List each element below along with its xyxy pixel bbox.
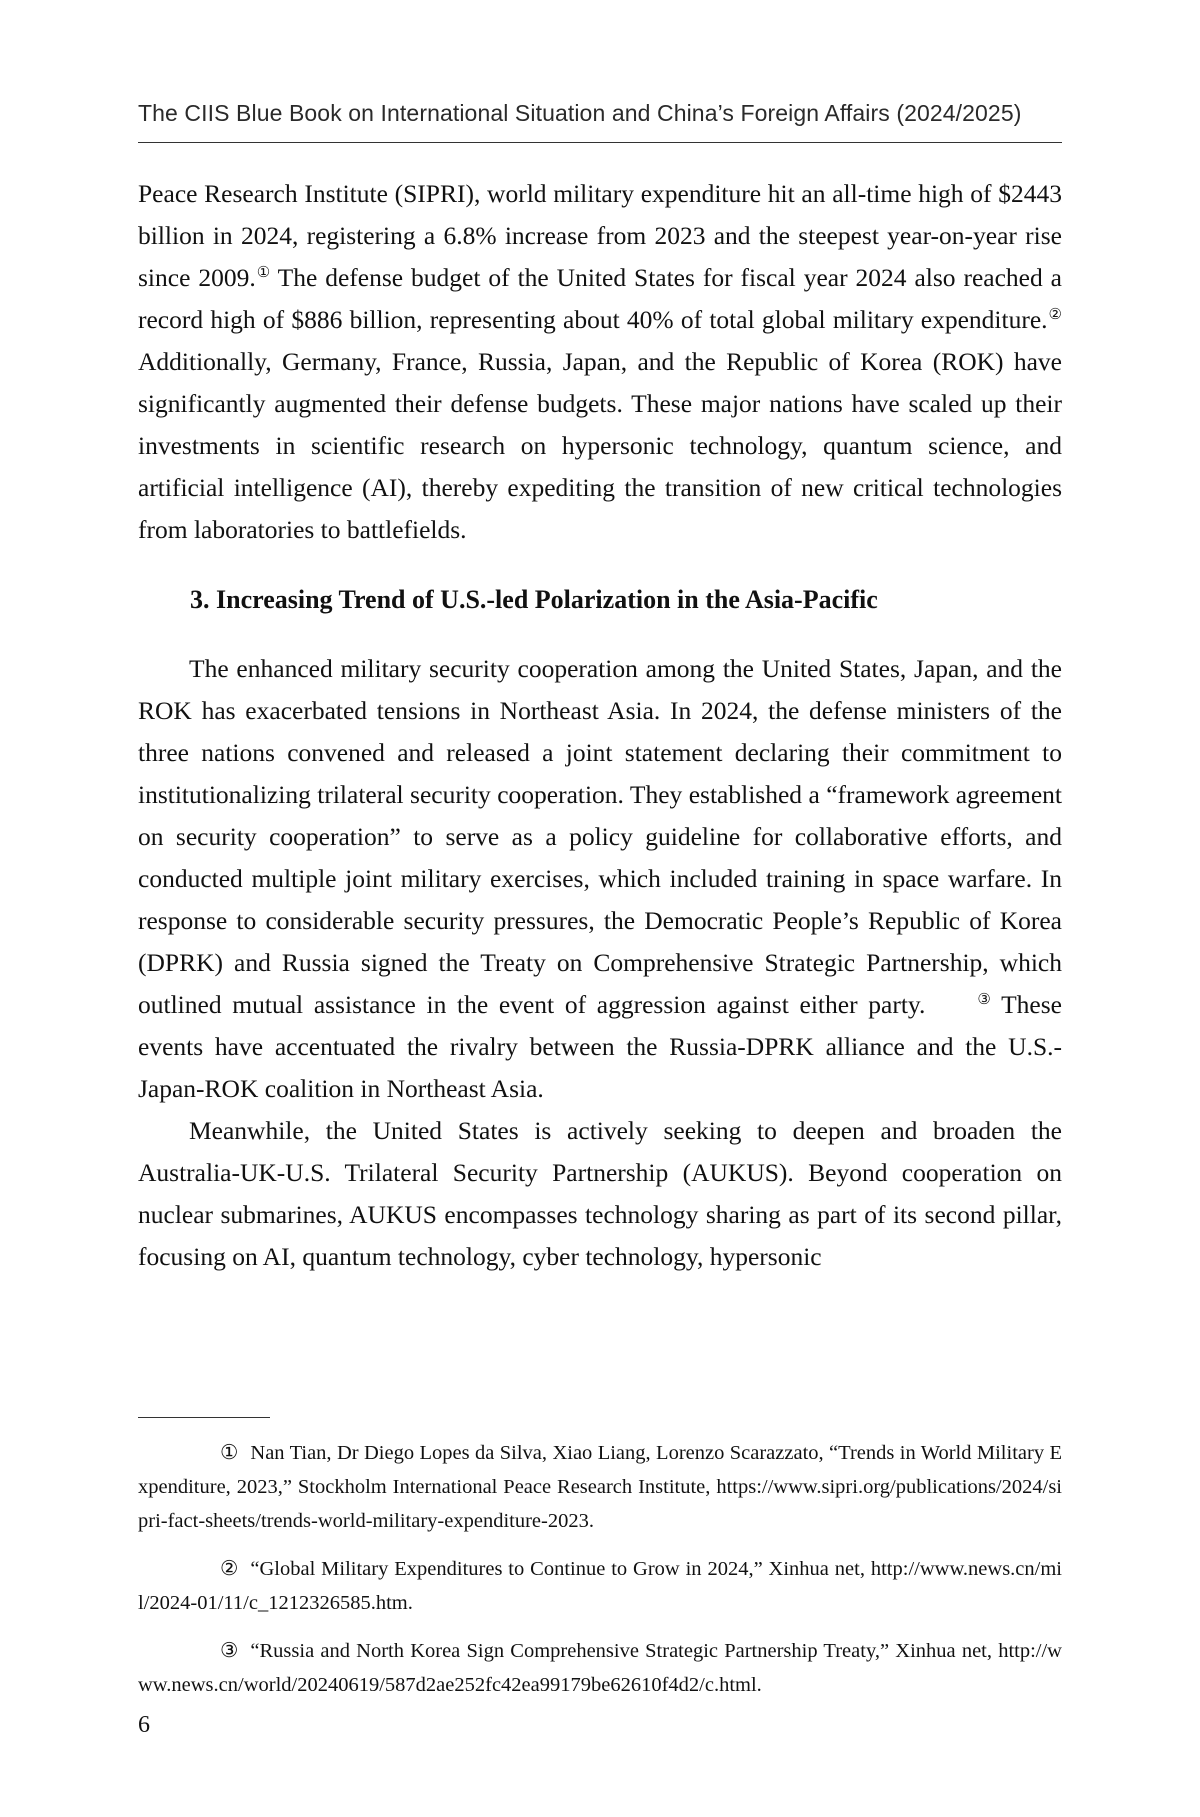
header-rule <box>138 142 1062 143</box>
footnotes <box>138 1436 1062 1716</box>
paragraph-text: The defense budget of the United States for fiscal year 2024 also reached a record high of $886 billion, representing about 40% of total global military expenditure. <box>138 263 1062 334</box>
running-header: The CIIS Blue Book on International Situation and China’s Foreign Affairs (2024/2025) <box>138 100 1022 126</box>
paragraph-aukus: Meanwhile, the United States is actively seeking to deepen and broaden the Australia-UK-U.S. Trilateral Security Partnership (AUKUS). Beyond cooperation on nuclear submarines, AUKUS encompasses technology sharing as part of its second pillar, focusing on AI, quantum technology, cyber technology, hypersonic <box>138 1116 1062 1271</box>
paragraph-text: These events have accentuated the rivalry between the Russia-DPRK alliance and the U.S.-Japan-ROK coalition in Northeast Asia. <box>138 990 1062 1103</box>
paragraph-text: Additionally, Germany, France, Russia, Japan, and the Republic of Korea (ROK) have significantly augmented their defense budgets. These major nations have scaled up their investments in scientific research on hypersonic technology, quantum science, and artificial intelligence (AI), thereby expediting the transition of new critical technologies from laboratories to battlefields. <box>138 347 1062 544</box>
page-number: 6 <box>138 1712 150 1738</box>
footnote-text: “Russia and North Korea Sign Comprehensive Strategic Partnership Treaty,” Xinhua net, http://www.news.cn/world/20240619/587d2ae252fc42ea99179be62610f4d2/c.html. <box>138 1640 1062 1696</box>
section-heading: 3. Increasing Trend of U.S.-led Polarization in the Asia-Pacific <box>190 585 878 614</box>
footnote-1 <box>138 1436 1062 1538</box>
paragraph-text: The enhanced military security cooperation among the United States, Japan, and the ROK has exacerbated tensions in Northeast Asia. In 2024, the defense ministers of the three nations convened and released a joint statement declaring their commitment to institutionalizing trilateral security cooperation. They established a “framework agreement on security cooperation” to serve as a policy guideline for collaborative efforts, and conducted multiple joint military exercises, which included training in space warfare. In response to considerable security pressures, the Democratic People’s Republic of Korea (DPRK) and Russia signed the Treaty on Comprehensive Strategic Partnership, which outlined mutual assistance in the event of aggression against either party. <box>138 654 1062 1019</box>
paragraph-northeast-asia: The enhanced military security cooperation among the United States, Japan, and the ROK has exacerbated tensions in Northeast Asia. In 2024, the defense ministers of the three nations convened and released a joint statement declaring their commitment to institutionalizing trilateral security cooperation. They established a “framework agreement on security cooperation” to serve as a policy guideline for collaborative efforts, and conducted multiple joint military exercises, which included training in space warfare. In response to considerable security pressures, the Democratic People’s Republic of Korea (DPRK) and Russia signed the Treaty on Comprehensive Strategic Partnership, which outlined mutual assistance in the event of aggression against either party. ③ These events have accentuated the rivalry between the Russia-DPRK alliance and the U.S.-Japan-ROK coalition in Northeast Asia. <box>138 654 1062 1103</box>
footnote-number: ② <box>220 1558 239 1580</box>
footnote-text: Nan Tian, Dr Diego Lopes da Silva, Xiao Liang, Lorenzo Scarazzato, “Trends in World Military Expenditure, 2023,” Stockholm International Peace Research Institute, https://www.sipri.org/publications/2024/sipri-fact-sheets/trends-world-military-expenditure-2023. <box>138 1442 1062 1532</box>
footnote-3 <box>138 1634 1062 1702</box>
paragraph-text: Peace Research Institute (SIPRI), world military expenditure hit an all-time high of $2443 billion in 2024, registering a 6.8% increase from 2023 and the steepest year-on-year rise since 2009. <box>138 179 1062 292</box>
footnote-rule <box>138 1417 270 1418</box>
body-text <box>138 173 1062 1278</box>
footnote-number: ① <box>220 1442 239 1464</box>
paragraph-military-expenditure: Peace Research Institute (SIPRI), world military expenditure hit an all-time high of $2443 billion in 2024, registering a 6.8% increase from 2023 and the steepest year-on-year rise since 2009.① The defense budget of the United States for fiscal year 2024 also reached a record high of $886 billion, representing about 40% of total global military expenditure.② Additionally, Germany, France, Russia, Japan, and the Republic of Korea (ROK) have significantly augmented their defense budgets. These major nations have scaled up their investments in scientific research on hypersonic technology, quantum science, and artificial intelligence (AI), thereby expediting the transition of new critical technologies from laboratories to battlefields. <box>138 179 1062 544</box>
footnote-number: ③ <box>220 1640 239 1662</box>
footnote-text: “Global Military Expenditures to Continue to Grow in 2024,” Xinhua net, http://www.news.cn/mil/2024-01/11/c_1212326585.htm. <box>138 1558 1062 1614</box>
footnote-2 <box>138 1552 1062 1620</box>
